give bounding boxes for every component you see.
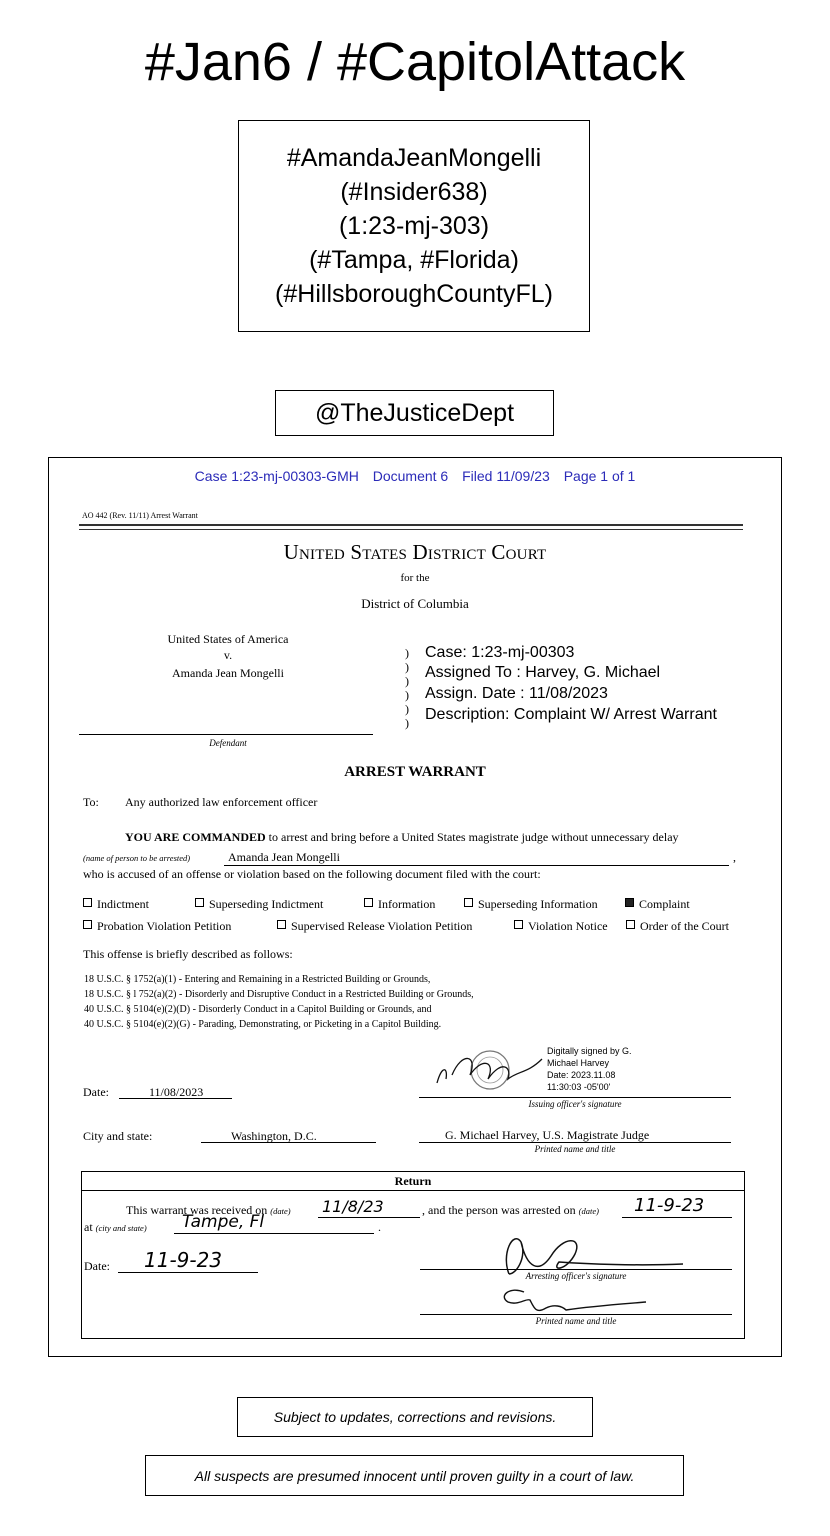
received-text: This warrant was received on (date) <box>126 1203 291 1217</box>
checkbox-complaint: Complaint <box>625 897 690 912</box>
city-label: City and state: <box>83 1129 153 1143</box>
defendant-name: Amanda Jean Mongelli <box>172 666 284 680</box>
for-the: for the <box>400 572 430 584</box>
city-value: Washington, D.C. <box>231 1129 317 1143</box>
divider <box>79 524 743 526</box>
paren: ) <box>405 688 409 702</box>
filing-header <box>49 468 781 484</box>
arresting-underline <box>420 1269 732 1270</box>
offense-item: 18 U.S.C. § l 752(a)(2) - Disorderly and Disruptive Conduct in a Restricted Building or Grounds, <box>84 989 474 1000</box>
return-date-label: Date: <box>84 1259 110 1273</box>
issuing-caption: Issuing officer's signature <box>528 1099 622 1109</box>
at-label: at (city and state) <box>84 1220 147 1234</box>
judge-signature-icon <box>432 1045 554 1095</box>
handle-box: @TheJusticeDept <box>275 390 554 436</box>
case-description: Description: Complaint W/ Arrest Warrant <box>425 706 717 723</box>
name-underline <box>224 865 729 866</box>
offense-intro: This offense is briefly described as follows: <box>83 947 293 961</box>
city-underline <box>174 1233 374 1234</box>
checkbox-supervised-release: Supervised Release Violation Petition <box>277 919 472 934</box>
arrest-warrant-document <box>48 457 782 1357</box>
signature-underline <box>419 1097 731 1098</box>
commanded-bold: YOU ARE COMMANDED <box>125 830 266 844</box>
arrested-text: , and the person was arrested on (date) <box>422 1203 599 1217</box>
printed-underline <box>420 1314 732 1315</box>
divider <box>79 734 373 735</box>
name-comma: , <box>733 850 736 864</box>
paren: ) <box>405 716 409 730</box>
arrest-city: Tampe, Fl <box>182 1212 265 1232</box>
tag-line: (#Insider638) <box>340 178 488 206</box>
checkbox-icon <box>83 920 92 929</box>
warrant-title: ARREST WARRANT <box>344 764 486 780</box>
commanded-rest: to arrest and bring before a United States magistrate judge without unnecessary delay <box>268 830 679 844</box>
header-filed: Filed 11/09/23 <box>462 468 550 484</box>
checkbox-icon <box>626 920 635 929</box>
header-case: Case 1:23-mj-00303-GMH <box>194 468 359 484</box>
arresting-caption: Arresting officer's signature <box>525 1271 627 1281</box>
case-number: Case: 1:23-mj-00303 <box>425 644 575 661</box>
page-title: #Jan6 / #CapitolAttack <box>144 32 686 92</box>
disclaimer-updates: Subject to updates, corrections and revisions. <box>237 1397 593 1437</box>
paren: ) <box>405 702 409 716</box>
hashtag-box <box>238 120 590 332</box>
checkbox-icon <box>364 898 373 907</box>
tag-line: (1:23-mj-303) <box>338 212 490 240</box>
return-date-underline <box>118 1272 258 1273</box>
disclaimer-presumed-innocent: All suspects are presumed innocent until proven guilty in a court of law. <box>145 1455 684 1496</box>
digital-signature-block: Digitally signed by G. Michael Harvey Date: 2023.11.08 11:30:03 -05'00' <box>547 1046 632 1092</box>
printed-caption: Printed name and title <box>534 1144 616 1154</box>
to-label: To: <box>83 795 99 809</box>
return-date: 11-9-23 <box>144 1248 223 1272</box>
checkbox-icon <box>514 920 523 929</box>
return-section <box>81 1171 745 1339</box>
checkbox-probation-violation: Probation Violation Petition <box>83 919 231 934</box>
received-date: 11/8/23 <box>322 1197 384 1216</box>
checkbox-icon <box>195 898 204 907</box>
arrested-underline <box>622 1217 732 1218</box>
form-number: AO 442 (Rev. 11/11) Arrest Warrant <box>82 511 198 520</box>
printed-name-signature-icon <box>492 1282 652 1318</box>
arrested-date: 11-9-23 <box>634 1195 705 1216</box>
issue-date: 11/08/2023 <box>149 1085 204 1099</box>
judge-name: G. Michael Harvey, U.S. Magistrate Judge <box>445 1128 650 1142</box>
printed-caption: Printed name and title <box>535 1316 617 1326</box>
checkbox-information: Information <box>364 897 435 912</box>
paren: ) <box>405 660 409 674</box>
date-label: Date: <box>83 1085 109 1099</box>
checkbox-icon <box>83 898 92 907</box>
checkbox-icon <box>464 898 473 907</box>
header-document: Document 6 <box>372 468 449 484</box>
paren: ) <box>405 646 409 660</box>
checkbox-superseding-information: Superseding Information <box>464 897 598 912</box>
arrestee-name: Amanda Jean Mongelli <box>228 850 340 864</box>
tag-line: (#Tampa, #Florida) <box>309 246 519 274</box>
court-name: United States District Court <box>283 540 547 564</box>
checkbox-icon <box>277 920 286 929</box>
tag-line: #AmandaJeanMongelli <box>286 144 542 172</box>
assign-date: Assign. Date : 11/08/2023 <box>425 685 608 702</box>
defendant-label: Defendant <box>209 738 247 748</box>
paren: ) <box>405 674 409 688</box>
received-underline <box>318 1217 420 1218</box>
header-page: Page 1 of 1 <box>563 468 636 484</box>
offense-item: 40 U.S.C. § 5104(e)(2)(D) - Disorderly Conduct in a Capitol Building or Grounds, and <box>84 1004 432 1015</box>
checkbox-violation-notice: Violation Notice <box>514 919 608 934</box>
plaintiff: United States of America <box>167 632 289 646</box>
district-name: District of Columbia <box>361 596 469 611</box>
assigned-to: Assigned To : Harvey, G. Michael <box>425 664 661 681</box>
checkbox-order-of-court: Order of the Court <box>626 919 729 934</box>
accused-line: who is accused of an offense or violation based on the following document filed with the court: <box>83 867 541 881</box>
return-heading: Return <box>82 1172 744 1191</box>
checkbox-superseding-indictment: Superseding Indictment <box>195 897 323 912</box>
checked-checkbox-icon <box>625 898 634 907</box>
versus: v. <box>223 648 233 662</box>
commanded-line <box>125 830 679 845</box>
to-value: Any authorized law enforcement officer <box>125 795 318 809</box>
offense-item: 40 U.S.C. § 5104(e)(2)(G) - Parading, Demonstrating, or Picketing in a Capitol Building. <box>84 1019 442 1030</box>
tag-line: (#HillsboroughCountyFL) <box>275 280 553 308</box>
period: . <box>378 1220 381 1234</box>
offense-item: 18 U.S.C. § 1752(a)(1) - Entering and Remaining in a Restricted Building or Grounds, <box>84 974 431 985</box>
name-label: (name of person to be arrested) <box>83 853 191 863</box>
divider <box>79 529 743 530</box>
checkbox-indictment: Indictment <box>83 897 149 912</box>
